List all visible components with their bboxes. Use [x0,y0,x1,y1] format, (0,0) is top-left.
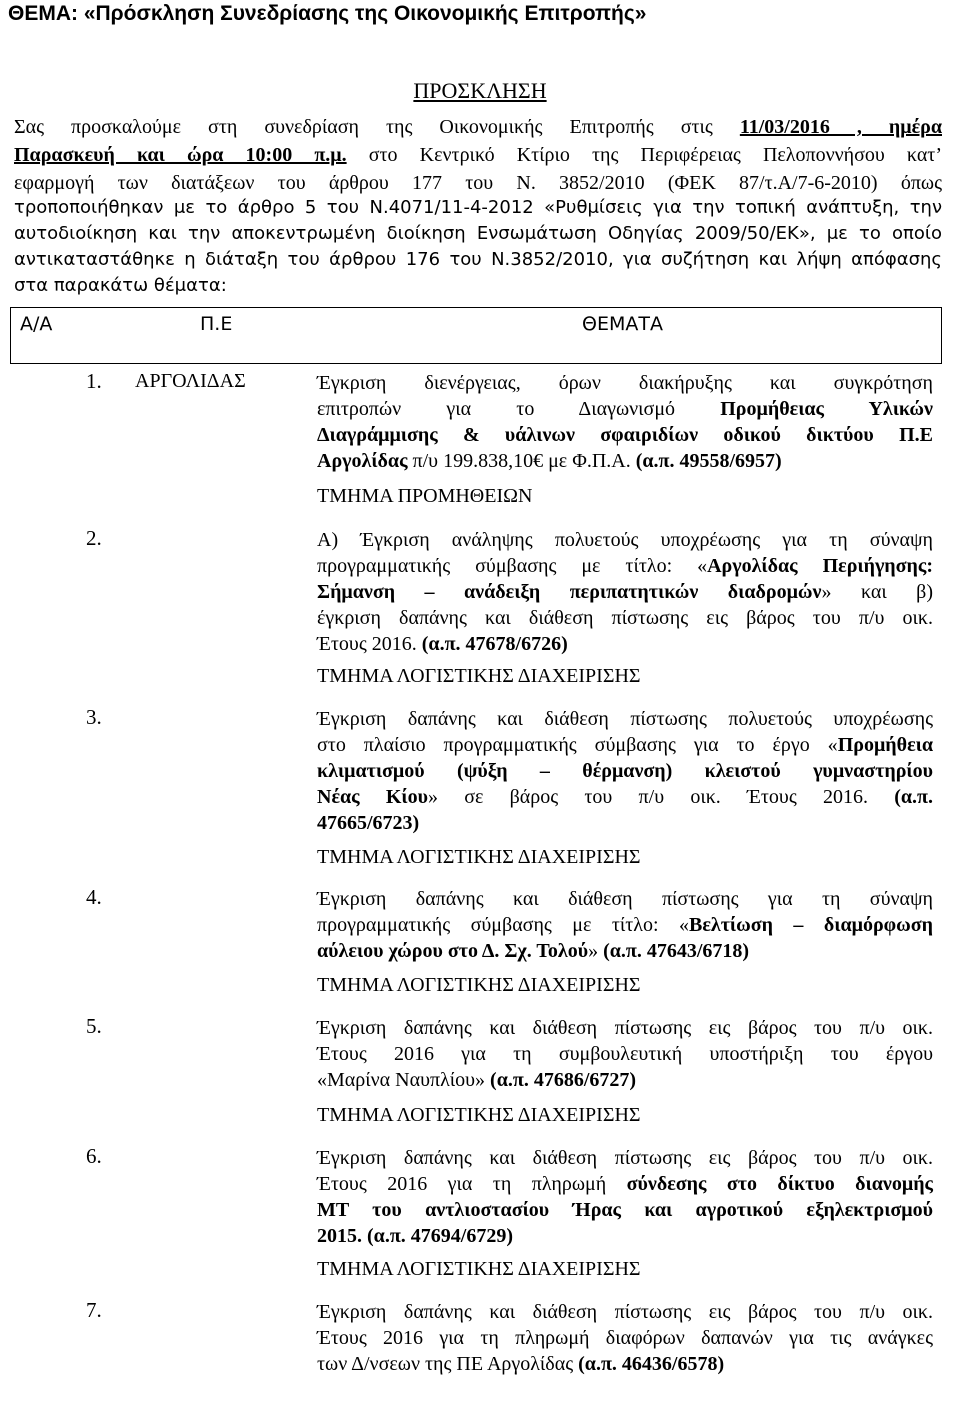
intro-line-5: αυτοδιοίκηση και την αποκεντρωμένη διοίκηση Ενσωμάτωση Οδηγίας 2009/50/ΕΚ», με το οποίο [14,223,942,244]
item-6-number: 6. [86,1144,102,1168]
item-2-text: Α) Έγκριση ανάληψης πολυετούς υποχρέωσης για τη σύναψη προγραμματικής σύμβασης με τίτλο: «Αργολίδας Περιήγησης: Σήμανση – ανάδειξη περιπατητικών διαδρομών» και β) έγκριση δαπάνης και διάθεση πίστωσης εις βάρος του π/υ οικ. Έτους 2016. (α.π. 47678/6726) [317,529,933,655]
item-1-text: Έγκριση διενέργειας, όρων διακήρυξης και συγκρότηση επιτροπών για το Διαγωνισμό Προμήθειας Υλικών Διαγράμμισης & υάλινων σφαιριδίων οδικού δικτύου Π.Ε Αργολίδας π/υ 199.838,10€ με Φ.Π.Α. (α.π. 49558/6957) [317,372,933,472]
item-3-number: 3. [86,705,102,729]
item-5-department: ΤΜΗΜΑ ΛΟΓΙΣΤΙΚΗΣ ΔΙΑΧΕΙΡΙΣΗΣ [317,1104,641,1126]
intro-line-1: Σας προσκαλούμε στη συνεδρίαση της Οικονομικής Επιτροπής στις 11/03/2016 , ημέρα [14,116,942,138]
item-5-number: 5. [86,1014,102,1038]
table-header-box [10,307,942,364]
item-5-text: Έγκριση δαπάνης και διάθεση πίστωσης εις βάρος του π/υ οικ. Έτους 2016 για τη συμβουλευτική υποστήριξη του έργου «Μαρίνα Ναυπλίου» (α.π. 47686/6727) [317,1017,933,1091]
document-title: ΘΕΜΑ: «Πρόσκληση Συνεδρίασης της Οικονομικής Επιτροπής» [8,2,647,25]
item-4-text: Έγκριση δαπάνης και διάθεση πίστωσης για τη σύναψη προγραμματικής σύμβασης με τίτλο: «Βελτίωση – διαμόρφωση αύλειου χώρου στο Δ. Σχ. Τολού» (α.π. 47643/6718) [317,888,933,962]
intro-line-6: αντικαταστάθηκε η διάταξη του άρθρου 176 του Ν.3852/2010, για συζήτηση και λήψη απόφασης [14,249,942,270]
item-1-regional-unit: ΑΡΓΟΛΙΔΑΣ [135,370,246,392]
intro-line-4: τροποποιήθηκαν με το άρθρο 5 του Ν.4071/11-4-2012 «Ρυθμίσεις για την τοπική ανάπτυξη, την [14,197,942,218]
item-4-department: ΤΜΗΜΑ ΛΟΓΙΣΤΙΚΗΣ ΔΙΑΧΕΙΡΙΣΗΣ [317,974,641,996]
header-pe: Π.Ε [200,313,233,335]
item-3-text: Έγκριση δαπάνης και διάθεση πίστωσης πολυετούς υποχρέωσης στο πλαίσιο προγραμματικής σύμβασης για το έργο «Προμήθεια κλιματισμού (ψύξη – θέρμανση) κλειστού γυμναστηρίου Νέας Κίου» σε βάρος του π/υ οικ. Έτους 2016. (α.π. 47665/6723) [317,708,933,834]
item-1-department: ΤΜΗΜΑ ΠΡΟΜΗΘΕΙΩΝ [317,485,533,507]
item-3-department: ΤΜΗΜΑ ΛΟΓΙΣΤΙΚΗΣ ΔΙΑΧΕΙΡΙΣΗΣ [317,846,641,868]
item-6-text: Έγκριση δαπάνης και διάθεση πίστωσης εις βάρος του π/υ οικ. Έτους 2016 για τη πληρωμή σύνδεσης στο δίκτυο διανομής ΜΤ του αντλιοστασίου Ήρας και αγροτικού εξηλεκτρισμού 2015. (α.π. 47694/6729) [317,1147,933,1247]
intro-line-7: στα παρακάτω θέματα: [14,275,227,296]
intro-line-3: εφαρμογή των διατάξεων του άρθρου 177 του Ν. 3852/2010 (ΦΕΚ 87/τ.Α/7-6-2010) όπως [14,172,942,194]
header-themata: ΘΕΜΑΤΑ [582,313,663,335]
item-2-number: 2. [86,526,102,550]
item-1-number: 1. [86,369,102,393]
item-2-department: ΤΜΗΜΑ ΛΟΓΙΣΤΙΚΗΣ ΔΙΑΧΕΙΡΙΣΗΣ [317,665,641,687]
item-7-text: Έγκριση δαπάνης και διάθεση πίστωσης εις βάρος του π/υ οικ. Έτους 2016 για τη πληρωμή διαφόρων δαπανών για τις ανάγκες των Δ/νσεων της ΠΕ Αργολίδας (α.π. 46436/6578) [317,1301,933,1375]
item-7-number: 7. [86,1298,102,1322]
item-6-department: ΤΜΗΜΑ ΛΟΓΙΣΤΙΚΗΣ ΔΙΑΧΕΙΡΙΣΗΣ [317,1258,641,1280]
item-4-number: 4. [86,885,102,909]
intro-line-2: Παρασκευή και ώρα 10:00 π.μ. στο Κεντρικό Κτίριο της Περιφέρειας Πελοποννήσου κατ’ [14,144,943,166]
header-aa: Α/Α [20,313,53,335]
invitation-heading: ΠΡΟΣΚΛΗΣΗ [413,78,547,103]
